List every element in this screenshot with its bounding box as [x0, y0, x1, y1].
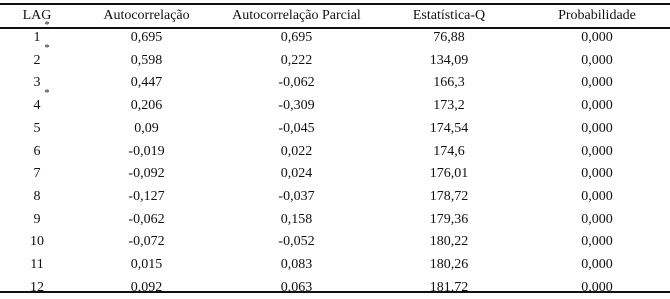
- cell-autocorrelation: 0,598: [130, 52, 163, 68]
- header-row: [0, 5, 670, 27]
- lag-value-wrap: [30, 277, 44, 299]
- cell-q-statistic: 174,54: [429, 120, 469, 136]
- lag-value: 12: [30, 279, 44, 295]
- lag-value: 7: [33, 166, 41, 182]
- cell-partial-autocorrelation: 0,063: [280, 279, 313, 295]
- cell-lag: [0, 186, 74, 209]
- cell-partial-autocorrelation: 0,024: [280, 166, 313, 182]
- cell-probability: 0,000: [581, 75, 613, 91]
- table-row: [0, 209, 670, 232]
- table-row: [0, 27, 670, 50]
- cell-probability: 0,000: [581, 257, 613, 273]
- significance-mark: *: [44, 42, 50, 54]
- cell-partial-autocorrelation: -0,045: [278, 120, 315, 136]
- cell-q-statistic: 173,2: [433, 98, 465, 114]
- cell-autocorrelation: -0,092: [128, 166, 165, 182]
- cell-partial-autocorrelation: -0,062: [278, 75, 315, 91]
- cell-autocorrelation: 0,695: [130, 30, 163, 45]
- lag-value-wrap: [34, 209, 41, 232]
- lag-value-wrap: [34, 72, 41, 95]
- lag-value: 2: [33, 52, 41, 68]
- cell-lag: [0, 141, 74, 164]
- cell-probability: 0,000: [581, 188, 613, 204]
- lag-value-wrap: [30, 254, 43, 277]
- cell-lag: [0, 88, 74, 118]
- cell-q-statistic: 176,01: [429, 166, 469, 182]
- lag-value: 8: [33, 188, 41, 204]
- cell-probability: 0,000: [581, 279, 613, 295]
- cell-autocorrelation: 0,015: [130, 257, 163, 273]
- cell-q-statistic: 174,6: [433, 143, 465, 159]
- table-row: [0, 163, 670, 186]
- table-row: [0, 277, 670, 299]
- autocorrelation-table: [0, 5, 670, 299]
- lag-value: 9: [33, 211, 41, 227]
- cell-lag: [0, 42, 74, 73]
- table-row: [0, 72, 670, 95]
- cell-lag: [0, 20, 74, 50]
- cell-q-statistic: 180,26: [429, 257, 469, 273]
- table-header: [0, 5, 670, 27]
- lag-value-wrap: [34, 186, 41, 209]
- lag-value: 11: [30, 257, 44, 273]
- cell-lag: [0, 277, 74, 299]
- cell-q-statistic: 166,3: [433, 75, 465, 91]
- cell-probability: 0,000: [581, 211, 613, 227]
- lag-value-wrap: [34, 163, 41, 186]
- cell-partial-autocorrelation: -0,037: [278, 188, 315, 204]
- table-row: [0, 141, 670, 164]
- cell-partial-autocorrelation: -0,309: [278, 98, 315, 114]
- cell-probability: 0,000: [581, 143, 613, 159]
- header-probability: Probabilidade: [558, 8, 636, 23]
- cell-partial-autocorrelation: 0,158: [280, 211, 313, 227]
- lag-value-wrap: [33, 88, 50, 118]
- cell-partial-autocorrelation: 0,022: [280, 143, 313, 159]
- cell-autocorrelation: 0,206: [130, 98, 163, 114]
- table-row: [0, 50, 670, 73]
- cell-lag: [0, 118, 74, 141]
- cell-partial-autocorrelation: 0,222: [280, 52, 313, 68]
- lag-value-wrap: [34, 141, 41, 164]
- significance-mark: *: [44, 88, 50, 100]
- table-body: [0, 20, 670, 299]
- cell-q-statistic: 180,22: [429, 234, 469, 250]
- cell-q-statistic: 179,36: [429, 211, 469, 227]
- cell-lag: [0, 72, 74, 95]
- table-row: [0, 254, 670, 277]
- cell-autocorrelation: -0,127: [128, 188, 165, 204]
- table-row: [0, 118, 670, 141]
- header-q-statistic: Estatística-Q: [412, 8, 486, 23]
- table-row: [0, 231, 670, 254]
- cell-autocorrelation: -0,062: [128, 211, 165, 227]
- cell-partial-autocorrelation: 0,083: [280, 257, 313, 273]
- lag-value: 6: [33, 143, 41, 159]
- cell-probability: 0,000: [581, 166, 613, 182]
- cell-lag: [0, 163, 74, 186]
- header-autocorrelation: Autocorrelação: [103, 8, 190, 23]
- cell-autocorrelation: -0,019: [128, 143, 165, 159]
- cell-q-statistic: 181,72: [429, 279, 469, 295]
- cell-autocorrelation: 0,447: [130, 75, 163, 91]
- lag-value: 1: [33, 30, 41, 45]
- cell-probability: 0,000: [581, 52, 613, 68]
- table-row: [0, 186, 670, 209]
- lag-value-wrap: [33, 20, 50, 50]
- cell-q-statistic: 178,72: [429, 188, 469, 204]
- lag-value-wrap: [30, 231, 44, 254]
- cell-probability: 0,000: [581, 98, 613, 114]
- cell-probability: 0,000: [581, 30, 613, 45]
- lag-value: 4: [33, 98, 41, 114]
- cell-q-statistic: 76,88: [433, 30, 465, 45]
- header-lag: LAG: [22, 8, 52, 23]
- table-row: [0, 95, 670, 118]
- cell-partial-autocorrelation: -0,052: [278, 234, 315, 250]
- lag-value: 5: [33, 120, 41, 136]
- lag-value-wrap: [33, 42, 50, 73]
- lag-value-wrap: [34, 118, 41, 141]
- cell-autocorrelation: 0,09: [134, 120, 159, 136]
- cell-q-statistic: 134,09: [429, 52, 469, 68]
- cell-lag: [0, 231, 74, 254]
- cell-partial-autocorrelation: 0,695: [280, 30, 313, 45]
- cell-lag: [0, 209, 74, 232]
- significance-mark: *: [44, 20, 50, 31]
- lag-value: 3: [33, 75, 41, 91]
- cell-probability: 0,000: [581, 120, 613, 136]
- cell-probability: 0,000: [581, 234, 613, 250]
- cell-lag: [0, 254, 74, 277]
- cell-autocorrelation: 0,092: [130, 279, 163, 295]
- cell-autocorrelation: -0,072: [128, 234, 165, 250]
- lag-value: 10: [30, 234, 44, 250]
- header-partial-autocorrelation: Autocorrelação Parcial: [232, 8, 361, 23]
